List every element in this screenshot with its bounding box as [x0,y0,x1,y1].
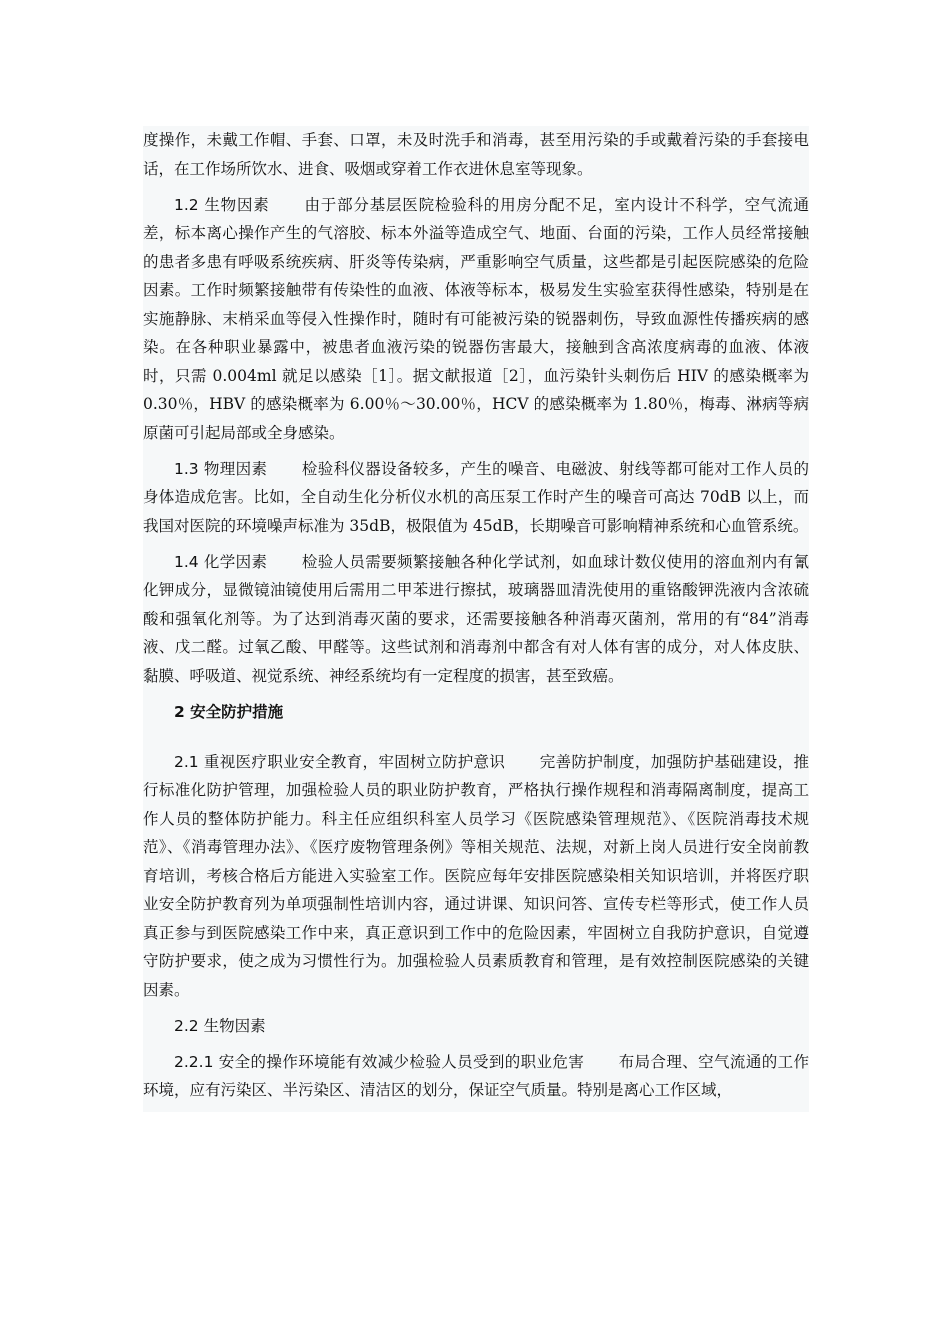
paragraph-text: 检验人员需要频繁接触各种化学试剂，如血球计数仪使用的溶血剂内有氰化钾成分，显微镜油镜使用后需用二甲苯进行擦拭，玻璃器皿清洗使用的重铬酸钾洗液内含浓硫酸和强氧化剂等。为了达到消毒灭菌的要求，还需要接触各种消毒灭菌剂，常用的有“84”消毒液、戊二醛。过氧乙酸、甲醛等。这些试剂和消毒剂中都含有对人体有害的成分，对人体皮肤、黏膜、呼吸道、视觉系统、神经系统均有一定程度的损害，甚至致癌。 [143,552,810,685]
paragraph-text: 布局合理、空气流通的工作环境，应有污染区、半污染区、清洁区的划分，保证空气质量。特别是离心工作区域， [143,1052,809,1099]
section-label: 2.1 重视医疗职业安全教育，牢固树立防护意识 [174,752,506,771]
section-1-2-biological-factors [143,191,809,448]
document-body [143,126,809,1112]
paragraph-text: 检验科仪器设备较多，产生的噪音、电磁波、射线等都可能对工作人员的身体造成危害。比如，全自动生化分析仪水机的高压泵工作时产生的噪音可高达 70dB 以上，而我国对医院的环境噪声标准为 35dB，极限值为 45dB，长期噪音可影响精神系统和心血管系统。 [143,459,810,535]
paragraph-continuation [143,126,809,183]
section-1-4-chemical-factors [143,548,809,691]
section-2-2-1-operating-environment [143,1048,809,1105]
paragraph-text: 完善防护制度，加强防护基础建设，推行标准化防护管理，加强检验人员的职业防护教育，严格执行操作规程和消毒隔离制度，提高工作人员的整体防护能力。科主任应组织科室人员学习《医院感染管理规范》、《医院消毒技术规范》、《消毒管理办法》、《医疗废物管理条例》等相关规范、法规，对新上岗人员进行安全岗前教育培训，考核合格后方能进入实验室工作。医院应每年安排医院感染相关知识培训，并将医疗职业安全防护教育列为单项强制性培训内容，通过讲课、知识问答、宣传专栏等形式，使工作人员真正参与到医院感染工作中来，真正意识到工作中的危险因素，牢固树立自我防护意识，自觉遵守防护要求，使之成为习惯性行为。加强检验人员素质教育和管理，是有效控制医院感染的关键因素。 [143,752,809,999]
paragraph-text: 由于部分基层医院检验科的用房分配不足，室内设计不科学，空气流通差，标本离心操作产生的气溶胶、标本外溢等造成空气、地面、台面的污染，工作人员经常接触的患者多患有呼吸系统疾病、肝炎等传染病，严重影响空气质量，这些都是引起医院感染的危险因素。工作时频繁接触带有传染性的血液、体液等标本，极易发生实验室获得性感染，特别是在实施静脉、末梢采血等侵入性操作时，随时有可能被污染的锐器刺伤，导致血源性传播疾病的感染。在各种职业暴露中，被患者血液污染的锐器伤害最大，接触到含高浓度病毒的血液、体液时，只需 0.004ml 就足以感染［1］。据文献报道［2］，血污染针头刺伤后 HIV 的感染概率为 0.30％，HBV 的感染概率为 6.00％～30.00％，HCV 的感染概率为 1.80％，梅毒、淋病等病原菌可引起局部或全身感染。 [143,195,810,442]
section-2-2-biological-factors [143,1012,809,1041]
section-label: 1.3 物理因素 [174,459,268,478]
section-2-heading: 2 安全防护措施 [174,703,284,721]
section-label: 1.4 化学因素 [174,552,268,571]
section-2-1-safety-education [143,748,809,1005]
section-label: 2.2.1 安全的操作环境能有效减少检验人员受到的职业危害 [174,1052,585,1071]
section-label: 2.2 生物因素 [174,1016,266,1035]
paragraph-text: 度操作，未戴工作帽、手套、口罩，未及时洗手和消毒，甚至用污染的手或戴着污染的手套接电话，在工作场所饮水、进食、吸烟或穿着工作衣进休息室等现象。 [143,131,809,178]
section-label: 1.2 生物因素 [174,195,270,214]
section-1-3-physical-factors [143,455,809,541]
